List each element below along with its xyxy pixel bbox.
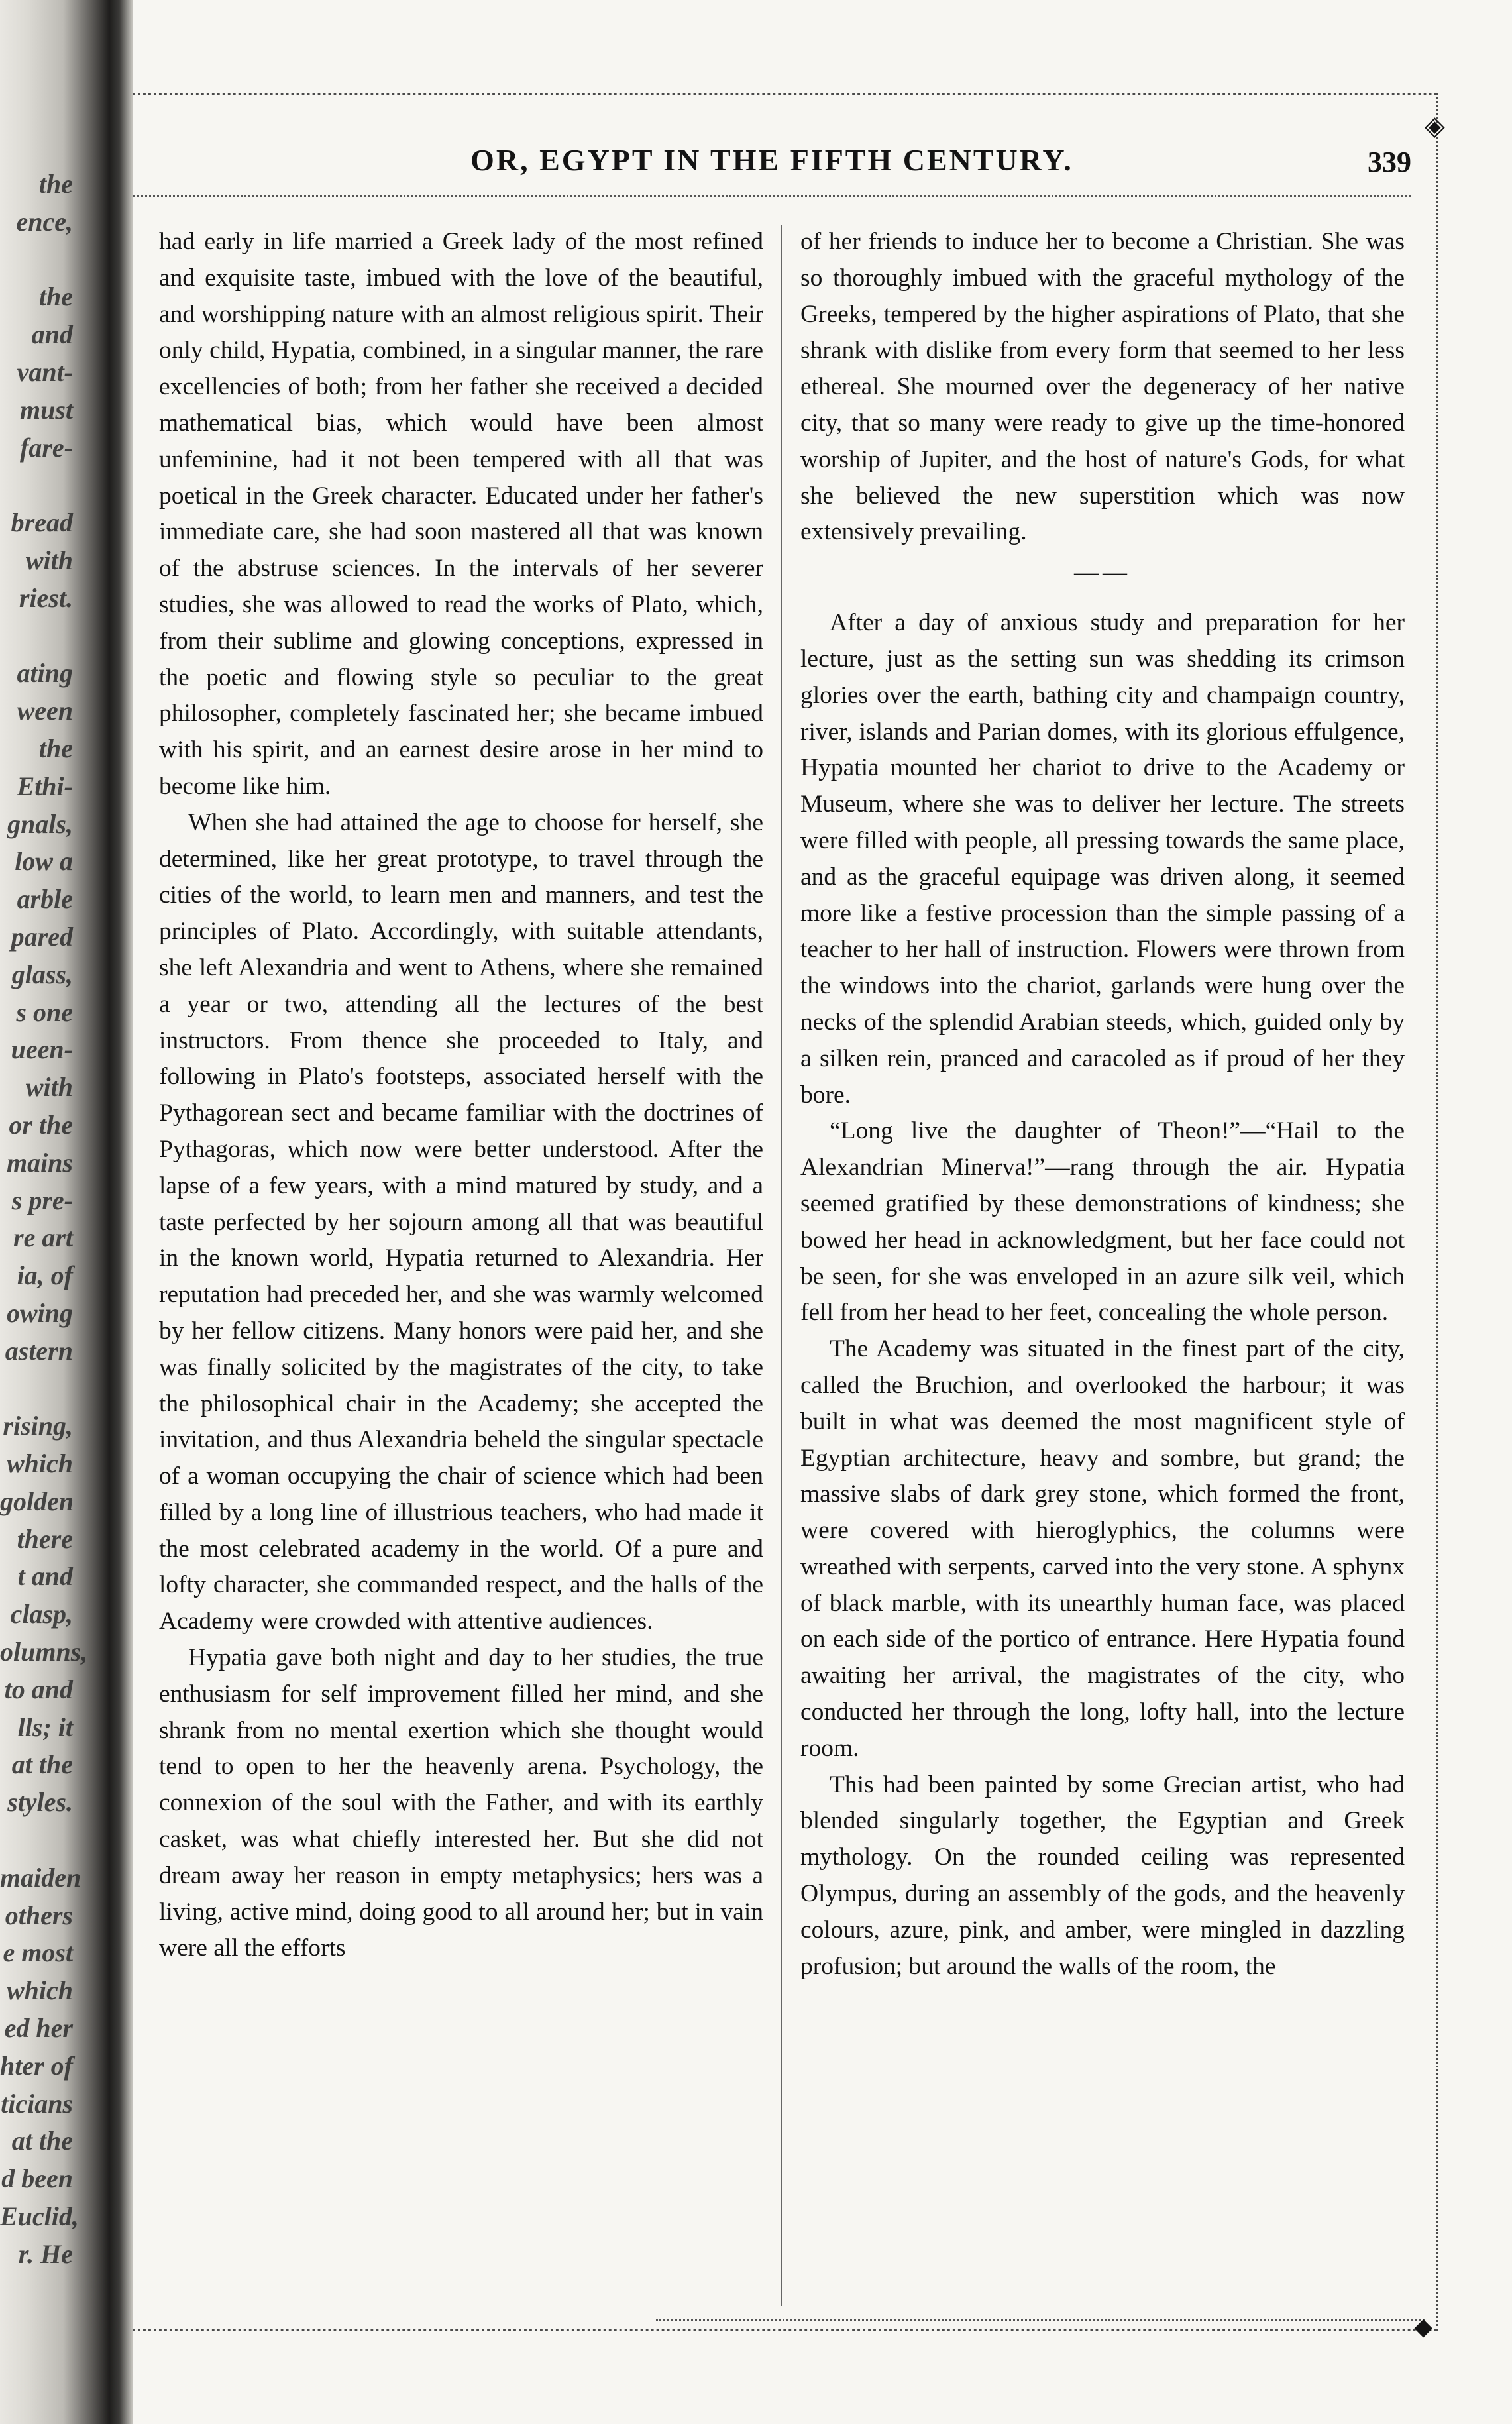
facing-page-fragment-line: fare- xyxy=(20,432,73,463)
facing-page-fragment-line: hter of xyxy=(0,2050,73,2081)
facing-page-fragment-line: re art xyxy=(13,1223,73,1253)
facing-page-fragment-line: lls; it xyxy=(17,1712,73,1742)
facing-page-fragment-line: which xyxy=(6,1449,73,1479)
right-paragraph-1: of her friends to induce her to become a Christian. She was so thoroughly imbued with the graceful mythology of the Greeks, tempered by the higher aspirations of Plato, that she shrank with dislike from every form that seemed to her less ethereal. She mourned over the degeneracy of her native city, that so many were ready to give up the time-honored worship of Jupiter, and the host of nature's Gods, for what she believed the new superstition which was now extensively prevailing. xyxy=(800,228,1405,546)
facing-page-fragment-line: must xyxy=(19,394,73,425)
facing-page-fragment-line: which xyxy=(6,1975,73,2006)
facing-page-fragment-line: ueen- xyxy=(11,1034,73,1065)
facing-page-fragment-line: mains xyxy=(6,1147,73,1178)
facing-page-fragment-line: the xyxy=(38,282,73,312)
facing-page-fragment-line: Euclid, xyxy=(0,2201,79,2232)
section-break: —— xyxy=(1074,559,1131,586)
left-paragraph-2: When she had attained the age to choose for herself, she determined, like her great prototype, to travel through the cities of the world, to learn men and manners, and test the principles of Plato. Accordingly, with suitable attendants, she left Alexandria and went to Athens, where she remained a year or two, attending all the lectures of the best instructors. From thence she proceeded to Italy, and following in Plato's footsteps, associated herself with the Pythagorean sect and became familiar with the doctrines of Pythagoras, which now were better understood. After the lapse of a few years, with a mind matured by study, and a taste perfected by her sojourn among all that was beautiful in the known world, Hypatia returned to Alexandria. Her reputation had preceded her, and she was warmly welcomed by her fellow citizens. Many honors were paid her, and she was finally solicited by the magistrates of the city, to take the philosophical chair in the Academy; she accepted the invitation, and thus Alexandria beheld the singular spectacle of a woman occupying the chair of science which had been filled by a long line of illustrious teachers, who had made it the most celebrated academy in the world. Of a pure and lofty character, she commanded respect, and the halls of the Academy were crowded with attentive audiences. xyxy=(159,808,763,1635)
facing-page-fragment-line: with xyxy=(25,1072,73,1103)
facing-page-fragment xyxy=(0,166,88,2269)
facing-page-fragment-line: at the xyxy=(11,1749,73,1780)
facing-page-fragment-line xyxy=(0,241,73,279)
facing-page-fragment-line: vant- xyxy=(17,357,73,387)
left-paragraph-1: had early in life married a Greek lady of the most refined and exquisite taste, imbued with the love of the beautiful, and worshipping nature with an almost religious spirit. Their only child, Hypatia, combined, in a singular manner, the rare excellencies of both; from her father she received a decided mathematical bias, which would have been almost unfeminine, had it not been tempered with all that was poetical in the Greek character. Educated under her father's immediate care, she had soon mastered all that was known of the abstruse sciences. In the intervals of her severer studies, she was allowed to read the works of Plato, which, from their sublime and glowing conceptions, expressed in the poetic and flowing style so peculiar to the great philosopher, completely fascinated her; she became imbued with his spirit, and an earnest desire arose in her mind to become like him. xyxy=(159,228,763,800)
facing-page-fragment-line: or the xyxy=(9,1109,73,1140)
facing-page-fragment-line: gnals, xyxy=(7,808,73,839)
facing-page-fragment-line: ticians xyxy=(1,2088,73,2119)
facing-page-fragment-line: clasp, xyxy=(10,1599,73,1629)
facing-page-fragment-line xyxy=(0,1822,73,1859)
facing-page-fragment-line: low a xyxy=(15,846,73,877)
facing-page-fragment-line: bread xyxy=(11,508,73,538)
facing-page-fragment-line: ed her xyxy=(4,2013,73,2044)
facing-page-fragment-line: the xyxy=(38,733,73,763)
column-divider xyxy=(781,225,782,2306)
left-paragraph-3: Hypatia gave both night and day to her studies, the true enthusiasm for self improvement filled her mind, and she shrank from no mental exertion which she thought would tend to open to her the heavenly arena. Psychology, the connexion of the soul with the Father, and with its earthly casket, was what chiefly interested her. But she did not dream away her reason in empty metaphysics; hers was a living, active mind, doing good to all around her; but in vain were all the efforts xyxy=(159,1644,763,1962)
facing-page-fragment-line: t and xyxy=(17,1561,73,1592)
facing-page-fragment-line: and xyxy=(31,319,73,350)
right-paragraph-3: “Long live the daughter of Theon!”—“Hail to the Alexandrian Minerva!”—rang through the air. Hypatia seemed gratified by these demonstrations of kindness; she bowed her head in acknowledgment, but her face could not be seen, for she was enveloped in an azure silk veil, which fell from her head to her feet, concealing the whole person. xyxy=(800,1117,1405,1327)
bottom-rule xyxy=(656,2319,1425,2321)
header-rule xyxy=(133,195,1411,197)
facing-page-fragment-line: rising, xyxy=(3,1411,73,1441)
facing-page-fragment-line: the xyxy=(38,169,73,199)
facing-page-fragment-line: maiden xyxy=(0,1862,81,1893)
facing-page-fragment-line: ating xyxy=(17,658,73,689)
facing-page-fragment-line: others xyxy=(5,1900,73,1930)
facing-page-fragment-line: ween xyxy=(17,696,73,726)
facing-page-fragment-line: s one xyxy=(16,997,73,1027)
right-paragraph-2: After a day of anxious study and preparation for her lecture, just as the setting sun was shedding its crimson glories over the earth, bathing city and champaign country, river, islands and Parian domes, with its glorious effulgence, Hypatia mounted her chariot to drive to the Academy or Museum, where she was to deliver her lecture. The streets were filled with people, all pressing towards the same place, and as the graceful equipage was driven along, it seemed more like a festive procession than the simple passing of a teacher to her hall of instruction. Flowers were thrown from the windows into the chariot, garlands were hung over the necks of the splendid Arabian steeds, which, guided only by a silken rein, pranced and caracoled as if proud of her they bore. xyxy=(800,609,1405,1109)
corner-ornament-top: ◈ xyxy=(1425,111,1445,140)
right-paragraph-5: This had been painted by some Grecian artist, who had blended singularly together, the Egyptian and Greek mythology. On the rounded ceiling was represented Olympus, during an assembly of the gods, and the heavenly colours, azure, pink, and amber, were mingled in dazzling profusion; but around the walls of the room, the xyxy=(800,1771,1405,1980)
page-header xyxy=(133,142,1411,195)
facing-page-fragment-line: styles. xyxy=(7,1787,73,1818)
facing-page-fragment-line: there xyxy=(17,1523,73,1554)
facing-page-fragment-line: e most xyxy=(3,1938,73,1968)
facing-page-fragment-line: Ethi- xyxy=(17,771,73,801)
facing-page-fragment-line: pared xyxy=(11,921,73,952)
facing-page-fragment-line xyxy=(0,467,73,504)
running-title: OR, EGYPT IN THE FIFTH CENTURY. xyxy=(470,143,1073,177)
facing-page-fragment-line: r. He xyxy=(18,2238,73,2269)
facing-page-fragment-line: glass, xyxy=(11,959,73,989)
right-column xyxy=(800,224,1405,1985)
facing-page-fragment-line: to and xyxy=(4,1674,73,1704)
facing-page-fragment-line: s pre- xyxy=(11,1185,73,1215)
facing-page-fragment-line: at the xyxy=(11,2126,73,2156)
facing-page-fragment-line: d been xyxy=(1,2164,73,2194)
facing-page-fragment-line: ia, of xyxy=(17,1260,73,1291)
facing-page-fragment-line: owing xyxy=(6,1297,73,1328)
facing-page-fragment-line: riest. xyxy=(19,582,73,613)
facing-page-fragment-line: astern xyxy=(5,1335,73,1366)
left-column xyxy=(159,224,763,1967)
page-number: 339 xyxy=(1368,146,1411,178)
facing-page-fragment-line: golden xyxy=(0,1486,74,1516)
facing-page-fragment-line: ence, xyxy=(16,206,73,237)
facing-page-fragment-line: with xyxy=(25,545,73,575)
corner-ornament-bottom: ◆ xyxy=(1414,2313,1432,2340)
facing-page-fragment-line xyxy=(0,1370,73,1408)
right-paragraph-4: The Academy was situated in the finest part of the city, called the Bruchion, and overlooked the harbour; it was built in what was deemed the most magnificent style of Egyptian architecture, heavy and sombre, but grand; the massive slabs of dark grey stone, which formed the front, were covered with hieroglyphics, the columns were wreathed with serpents, carved into the very stone. A sphynx of black marble, with its unearthly human face, was placed on each side of the portico of entrance. Here Hypatia found awaiting her arrival, the magistrates of the city, who conducted her through the long, lofty hall, into the lecture room. xyxy=(800,1335,1405,1762)
facing-page-fragment-line: olumns, xyxy=(0,1637,88,1667)
facing-page-fragment-line xyxy=(0,618,73,655)
facing-page-fragment-line: arble xyxy=(17,884,73,914)
